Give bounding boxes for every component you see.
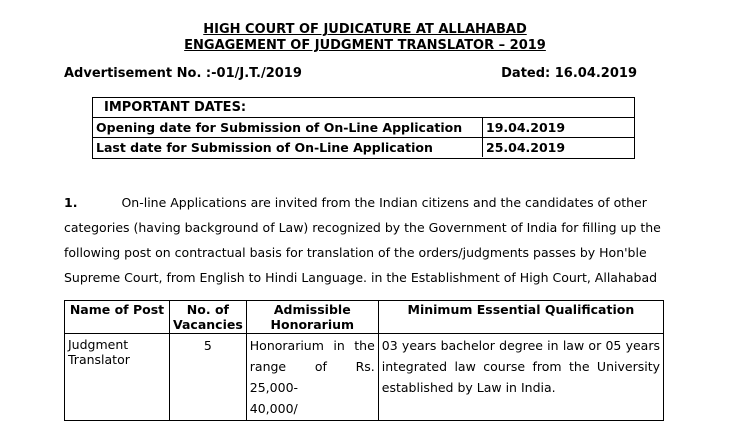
paragraph-line: Supreme Court, from English to Hindi Language. in the Establishment of High Court, Allahabad	[64, 270, 658, 285]
honorarium-line: range of Rs. 25,000-	[249, 359, 375, 395]
qualification-line: 03 years bachelor degree in law or 05 years	[381, 338, 660, 353]
paragraph-line: following post on contractual basis for translation of the orders/judgments passes by Hon'ble	[64, 245, 647, 260]
advertisement-number: Advertisement No. :-01/J.T./2019	[64, 66, 302, 81]
post-honorarium	[246, 334, 378, 421]
table-header-row	[65, 301, 664, 334]
important-dates-box	[92, 97, 635, 159]
header-title-line-1: HIGH COURT OF JUDICATURE AT ALLAHABAD	[203, 22, 527, 37]
table-row	[93, 118, 634, 138]
post-qualification	[378, 334, 663, 421]
table-row	[93, 138, 634, 158]
paragraph-line: categories (having background of Law) recognized by the Government of India for filling up the	[64, 220, 661, 235]
paragraph-1	[64, 190, 664, 290]
qualification-line: established by Law in India.	[381, 380, 556, 395]
column-header: No. of Vacancies	[170, 301, 247, 334]
column-header: Name of Post	[65, 301, 170, 334]
date-label: Last date for Submission of On-Line Application	[93, 138, 483, 158]
post-name: Judgment Translator	[65, 334, 170, 421]
header-title-line-2: ENGAGEMENT OF JUDGMENT TRANSLATOR – 2019	[184, 38, 546, 53]
honorarium-line: 40,000/	[249, 401, 298, 416]
post-vacancies: 5	[170, 334, 247, 421]
important-dates-table	[93, 117, 634, 157]
column-header: Admissible Honorarium	[246, 301, 378, 334]
table-row	[65, 334, 664, 421]
qualification-line: integrated law course from the University	[381, 359, 660, 374]
column-header: Minimum Essential Qualification	[378, 301, 663, 334]
date-value: 25.04.2019	[483, 138, 635, 158]
honorarium-line: Honorarium in the	[249, 338, 375, 353]
date-label: Opening date for Submission of On-Line Application	[93, 118, 483, 138]
date-value: 19.04.2019	[483, 118, 635, 138]
advertisement-date: Dated: 16.04.2019	[501, 66, 637, 81]
post-table	[64, 300, 664, 421]
paragraph-number: 1.	[64, 195, 78, 210]
paragraph-line: On-line Applications are invited from the Indian citizens and the candidates of other	[121, 195, 647, 210]
important-dates-heading: IMPORTANT DATES:	[104, 100, 247, 115]
